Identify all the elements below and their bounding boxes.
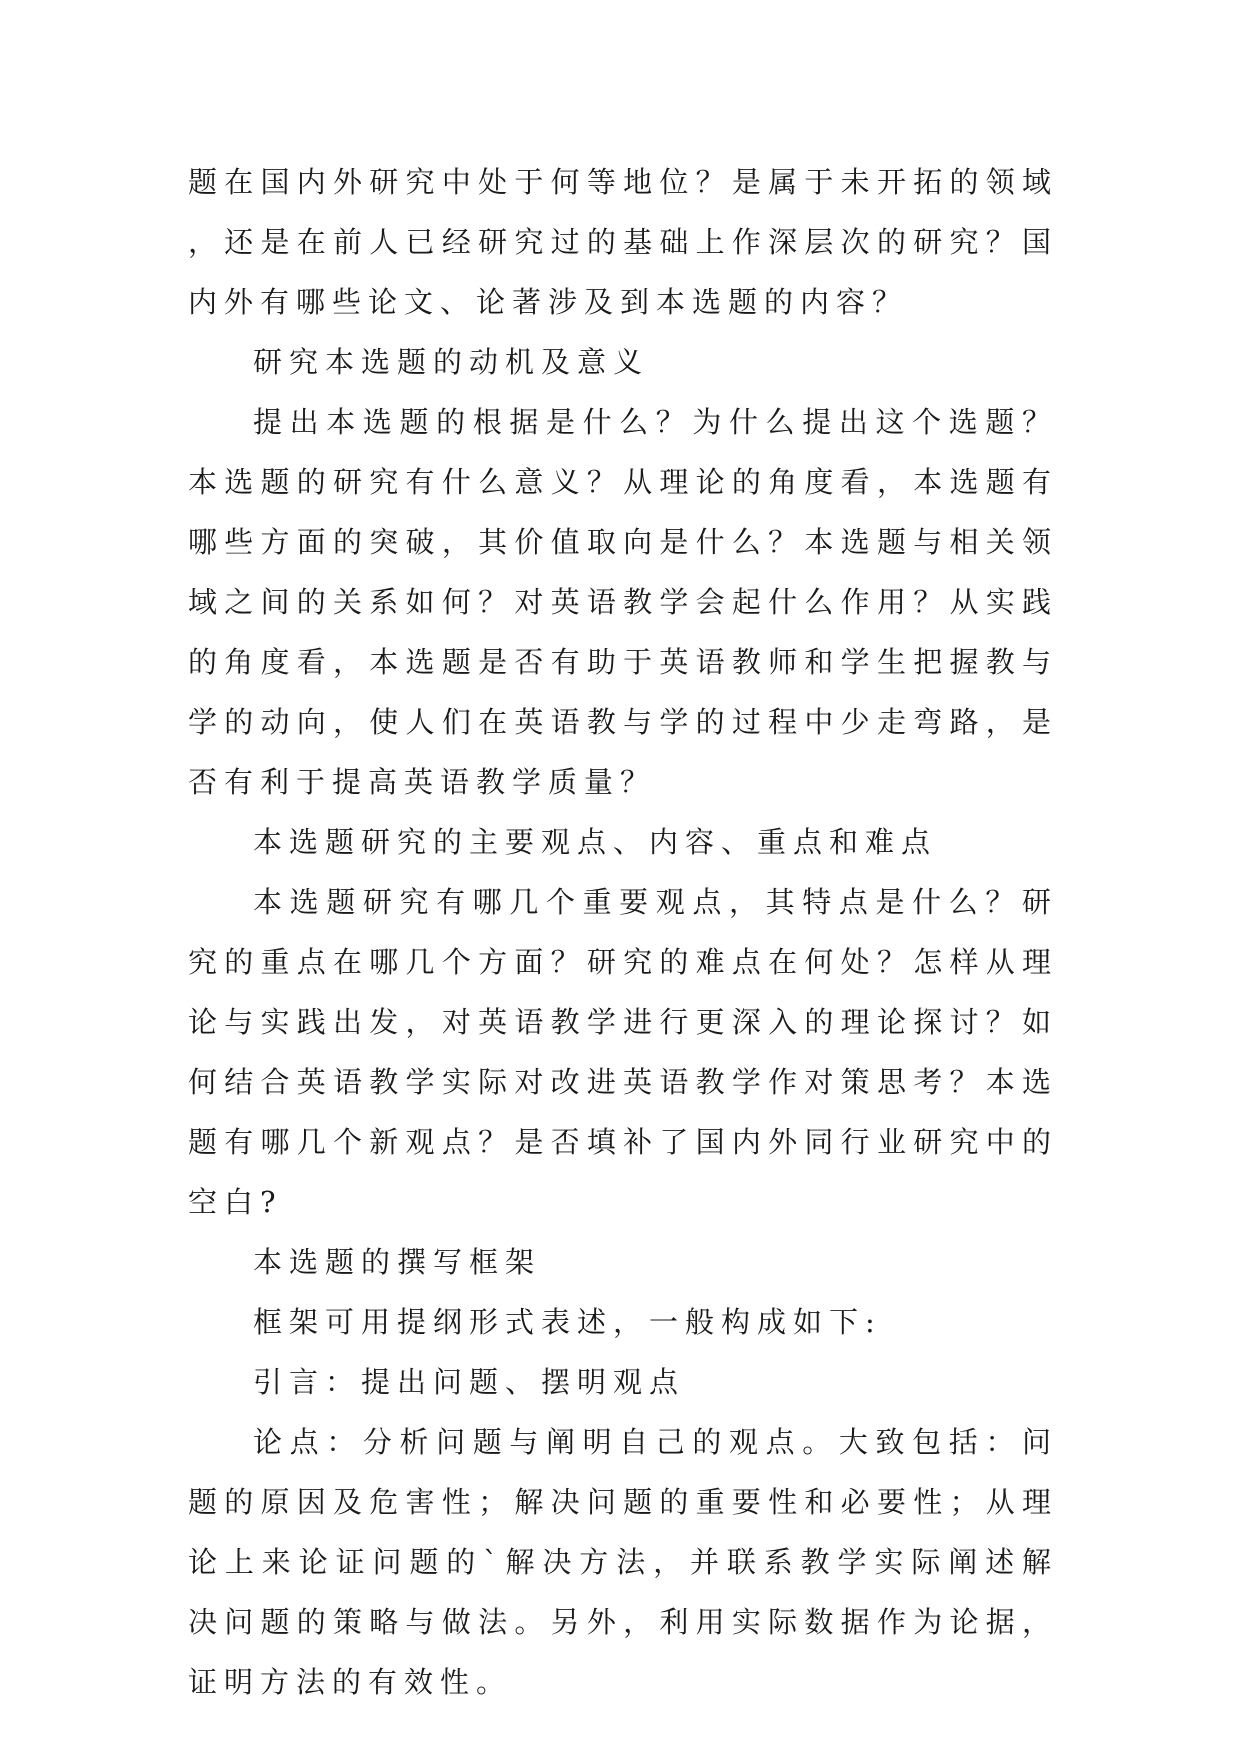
heading-framework: 本选题的撰写框架 <box>253 1245 542 1279</box>
paragraph-argument: 论点：分析问题与阐明自己的观点。大致包括：问题的原因及危害性；解决问题的重要性和必要性；从理论上来论证问题的`解决方法，并联系教学实际阐述解决问题的策略与做法。另外，利用实际数据作为论据，证明方法的有效性。 <box>188 1425 1058 1699</box>
heading-motivation: 研究本选题的动机及意义 <box>253 345 650 379</box>
document-page <box>188 152 1058 1712</box>
paragraph-main-points: 本选题研究有哪几个重要观点，其特点是什么？研究的重点在哪几个方面？研究的难点在何处？怎样从理论与实践出发，对英语教学进行更深入的理论探讨？如何结合英语教学实际对改进英语教学作对策思考？本选题有哪几个新观点？是否填补了国内外同行业研究中的空白? <box>188 885 1058 1219</box>
paragraph-framework-intro: 框架可用提纲形式表述，一般构成如下: <box>253 1305 882 1339</box>
paragraph-continuation: 题在国内外研究中处于何等地位？是属于未开拓的领域，还是在前人已经研究过的基础上作深层次的研究？国内外有哪些论文、论著涉及到本选题的内容？ <box>188 165 1058 319</box>
heading-main-points: 本选题研究的主要观点、内容、重点和难点 <box>253 825 938 859</box>
paragraph-introduction: 引言：提出问题、摆明观点 <box>253 1365 686 1399</box>
paragraph-motivation: 提出本选题的根据是什么？为什么提出这个选题？本选题的研究有什么意义？从理论的角度看，本选题有哪些方面的突破，其价值取向是什么？本选题与相关领域之间的关系如何？对英语教学会起什么作用？从实践的角度看，本选题是否有助于英语教师和学生把握教与学的动向，使人们在英语教与学的过程中少走弯路，是否有利于提高英语教学质量？ <box>188 405 1058 799</box>
